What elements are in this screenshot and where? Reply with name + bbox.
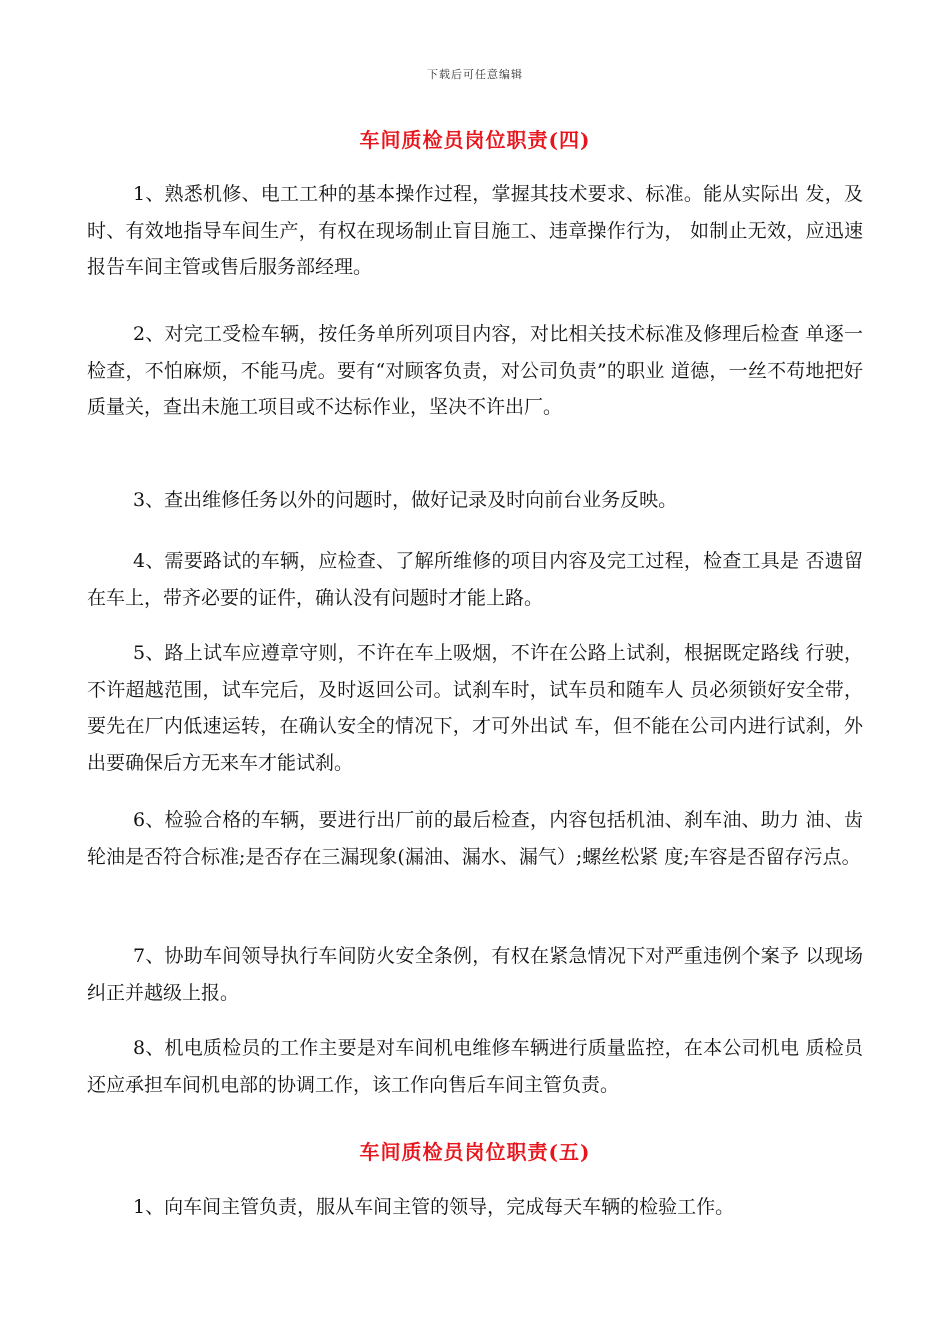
- paragraph-4-2: 2、对完工受检车辆，按任务单所列项目内容，对比相关技术标准及修理后检查 单逐一检查，不怕麻烦，不能马虎。要有“对顾客负责，对公司负责”的职业 道德，一丝不苟地把好质量关，查出未施工项目或不达标作业，坚决不许出厂。: [87, 323, 863, 418]
- header-note: 下载后可任意编辑: [427, 68, 523, 81]
- section-title-4: 车间质检员岗位职责(四): [359, 128, 591, 152]
- paragraph-4-1: 1、熟悉机修、电工工种的基本操作过程，掌握其技术要求、标准。能从实际出 发，及时、有效地指导车间生产，有权在现场制止盲目施工、违章操作行为， 如制止无效，应迅速报告车间主管或售后服务部经理。: [87, 183, 863, 278]
- paragraph-4-6: 6、检验合格的车辆，要进行出厂前的最后检查，内容包括机油、刹车油、助力 油、齿轮油是否符合标准;是否存在三漏现象(漏油、漏水、漏气）;螺丝松紧 度;车容是否留存污点。: [87, 809, 863, 868]
- section-title-5: 车间质检员岗位职责(五): [359, 1140, 591, 1164]
- paragraph-5-1: 1、向车间主管负责，服从车间主管的领导，完成每天车辆的检验工作。: [133, 1196, 735, 1218]
- paragraph-4-8: 8、机电质检员的工作主要是对车间机电维修车辆进行质量监控，在本公司机电 质检员还应承担车间机电部的协调工作，该工作向售后车间主管负责。: [87, 1037, 863, 1096]
- paragraph-4-7: 7、协助车间领导执行车间防火安全条例，有权在紧急情况下对严重违例个案予 以现场纠正并越级上报。: [87, 945, 863, 1004]
- paragraph-4-4: 4、需要路试的车辆，应检查、了解所维修的项目内容及完工过程，检查工具是 否遗留在车上，带齐必要的证件，确认没有问题时才能上路。: [87, 550, 863, 609]
- paragraph-4-3: 3、查出维修任务以外的问题时，做好记录及时向前台业务反映。: [133, 489, 678, 511]
- paragraph-4-5: 5、路上试车应遵章守则，不许在车上吸烟，不许在公路上试刹，根据既定路线 行驶，不许超越范围，试车完后，及时返回公司。试刹车时，试车员和随车人 员必须锁好安全带，要先在厂内低速运转，在确认安全的情况下，才可外出试 车，但不能在公司内进行试刹，外出要确保后方无来车才能试刹。: [87, 642, 863, 774]
